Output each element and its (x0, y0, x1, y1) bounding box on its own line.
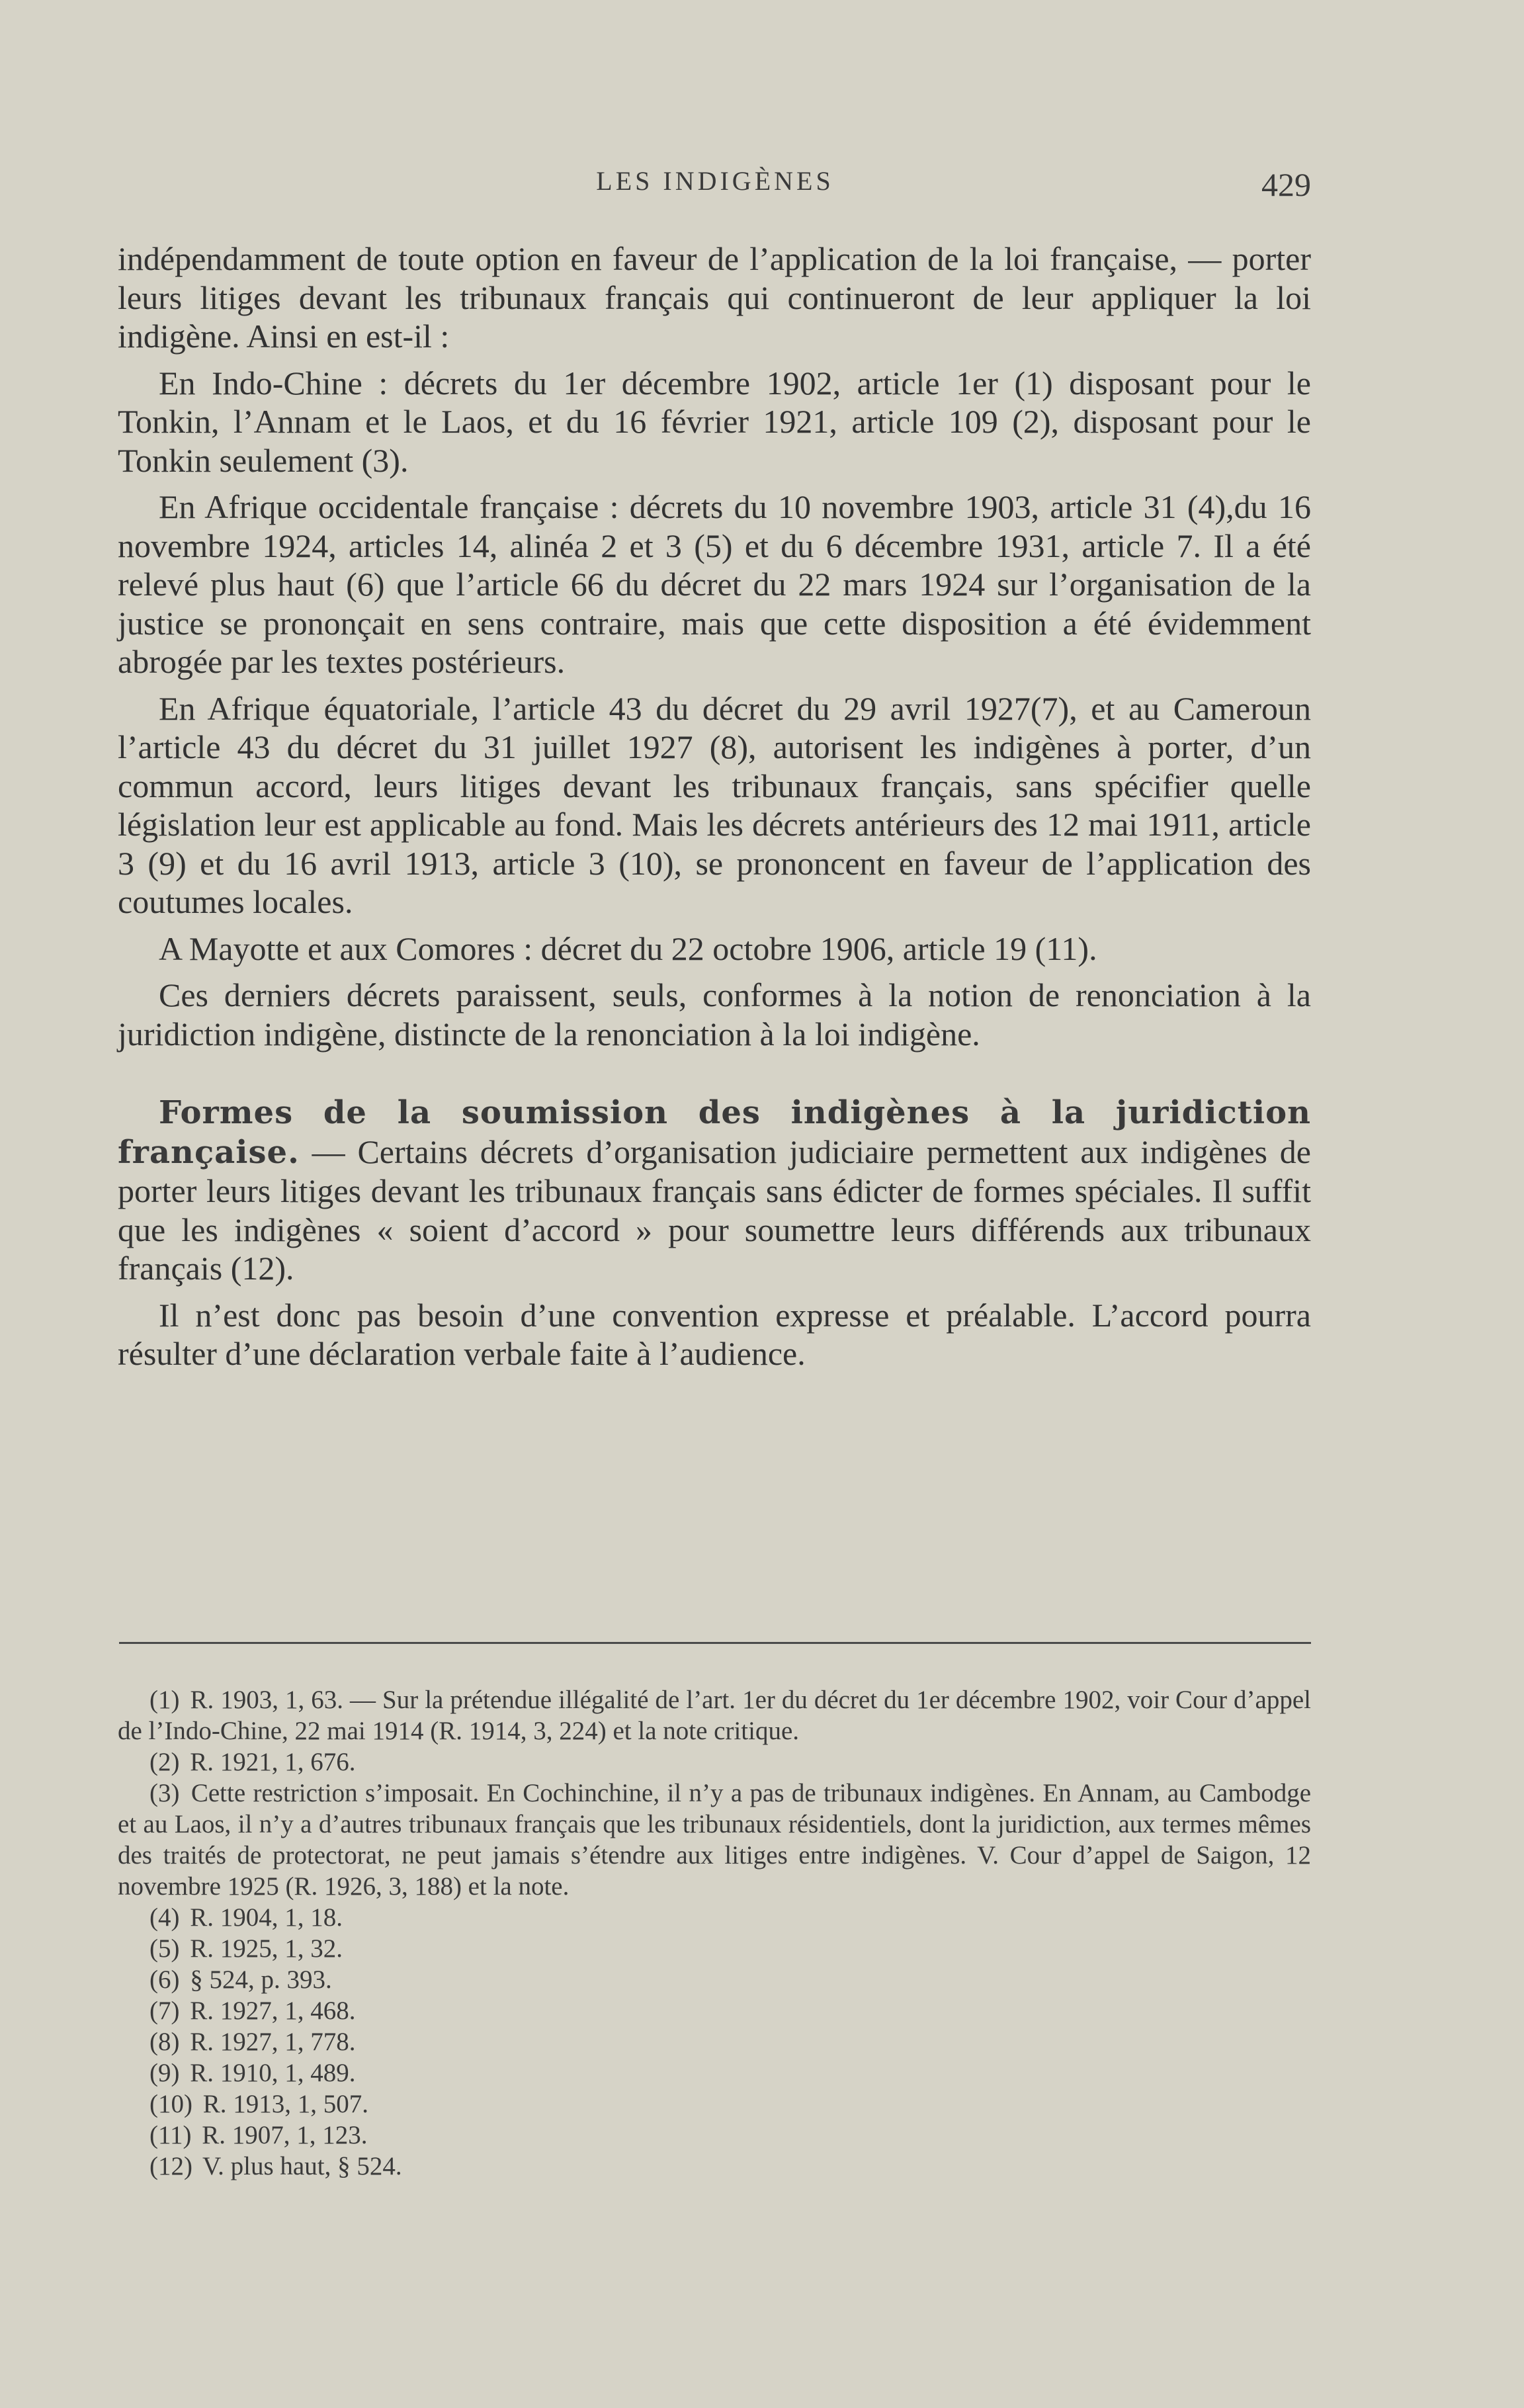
footnote (118, 2151, 1311, 2182)
footnote (118, 1684, 1311, 1746)
paragraph: indépendamment de toute option en faveur de l’application de la loi française, — porter leurs litiges devant les tribunaux français qui continueront de leur appliquer la loi indigène. Ainsi en est-il : (118, 240, 1311, 355)
footnote-number: (4) (149, 1903, 180, 1932)
footnote (118, 1778, 1311, 1902)
footnote-number: (2) (149, 1748, 180, 1776)
footnote-number: (3) (149, 1779, 180, 1807)
paragraph: En Afrique équatoriale, l’article 43 du décret du 29 avril 1927(7), et au Cameroun l’article 43 du décret du 31 juillet 1927 (8), autorisent les indigènes à porter, d’un commun accord, leurs litiges devant les tribunaux français, sans spécifier quelle législation leur est applicable au fond. Mais les décrets antérieurs des 12 mai 1911, article 3 (9) et du 16 avril 1913, article 3 (10), se prononcent en faveur de l’application des coutumes locales. (118, 689, 1311, 920)
footnote (118, 1995, 1311, 2026)
footnote (118, 1746, 1311, 1778)
footnote-text: R. 1921, 1, 676. (190, 1748, 356, 1776)
page-number: 429 (1261, 166, 1311, 203)
footnote (118, 1933, 1311, 1964)
footnote-number: (10) (149, 2090, 192, 2118)
footnote-text: R. 1907, 1, 123. (202, 2121, 368, 2149)
footnote-number: (1) (149, 1686, 180, 1714)
footnote-number: (8) (149, 2028, 180, 2056)
footnote-rule (119, 1642, 1311, 1644)
footnote-text: R. 1927, 1, 778. (190, 2028, 356, 2056)
footnote-text: Cette restriction s’imposait. En Cochinchine, il n’y a pas de tribunaux indigènes. En Annam, au Cambodge et au Laos, il n’y a d’autres tribunaux français que les tribunaux résidentiels, dont la juridiction, aux termes mêmes des traités de protectorat, ne peut jamais s’étendre aux litiges entre indigènes. V. Cour d’appel de Saigon, 12 novembre 1925 (R. 1926, 3, 188) et la note. (118, 1779, 1311, 1901)
footnote-number: (7) (149, 1997, 180, 2025)
paragraph: En Afrique occidentale française : décrets du 10 novembre 1903, article 31 (4),du 16 novembre 1924, articles 14, alinéa 2 et 3 (5) et du 6 décembre 1931, article 7. Il a été relevé plus haut (6) que l’article 66 du décret du 22 mars 1924 sur l’organisation de la justice se prononçait en sens contraire, mais que cette disposition a été évidemment abrogée par les textes postérieurs. (118, 488, 1311, 680)
footnote-text: R. 1913, 1, 507. (202, 2090, 368, 2118)
footnote (118, 2057, 1311, 2088)
footnote-text: R. 1904, 1, 18. (190, 1903, 343, 1932)
page-header (119, 165, 1311, 205)
footnote-number: (12) (149, 2152, 192, 2180)
section-paragraph (118, 1093, 1311, 1288)
main-text (118, 239, 1311, 1381)
footnote-text: R. 1925, 1, 32. (190, 1934, 343, 1963)
footnote (118, 2120, 1311, 2151)
section-heading: Formes de la soumission des indigènes à la juridiction française. (118, 1094, 1311, 1171)
footnote-text: R. 1910, 1, 489. (190, 2059, 356, 2087)
paragraph: En Indo-Chine : décrets du 1er décembre 1902, article 1er (1) disposant pour le Tonkin, l’Annam et le Laos, et du 16 février 1921, article 109 (2), disposant pour le Tonkin seulement (3). (118, 364, 1311, 479)
footnote (118, 1964, 1311, 1995)
footnote-text: R. 1927, 1, 468. (190, 1997, 356, 2025)
footnote-text: § 524, p. 393. (190, 1965, 332, 1994)
footnote-number: (9) (149, 2059, 180, 2087)
footnotes (118, 1684, 1311, 2182)
footnote (118, 1902, 1311, 1933)
footnote-text: V. plus haut, § 524. (202, 2152, 402, 2180)
paragraph: A Mayotte et aux Comores : décret du 22 octobre 1906, article 19 (11). (159, 929, 1097, 967)
footnote (118, 2088, 1311, 2120)
footnote-text: R. 1903, 1, 63. — Sur la prétendue illégalité de l’art. 1er du décret du 1er décembre 1902, voir Cour d’appel de l’Indo-Chine, 22 mai 1914 (R. 1914, 3, 224) et la note critique. (118, 1686, 1312, 1745)
footnote-number: (5) (149, 1934, 180, 1963)
paragraph: Ces derniers décrets paraissent, seuls, conformes à la notion de renonciation à la juridiction indigène, distincte de la renonciation à la loi indigène. (118, 976, 1311, 1053)
footnote-number: (6) (149, 1965, 180, 1994)
section-text: — Certains décrets d’organisation judiciaire permettent aux indigènes de porter leurs litiges devant les tribunaux français sans édicter de formes spéciales. Il suffit que les indigènes « soient d’accord » pour soumettre leurs différends aux tribunaux français (12). (118, 1133, 1311, 1287)
paragraph: Il n’est donc pas besoin d’une convention expresse et préalable. L’accord pourra résulter d’une déclaration verbale faite à l’audience. (118, 1296, 1311, 1372)
footnote-number: (11) (149, 2121, 192, 2149)
footnote (118, 2026, 1311, 2057)
running-title: LES INDIGÈNES (596, 166, 834, 196)
